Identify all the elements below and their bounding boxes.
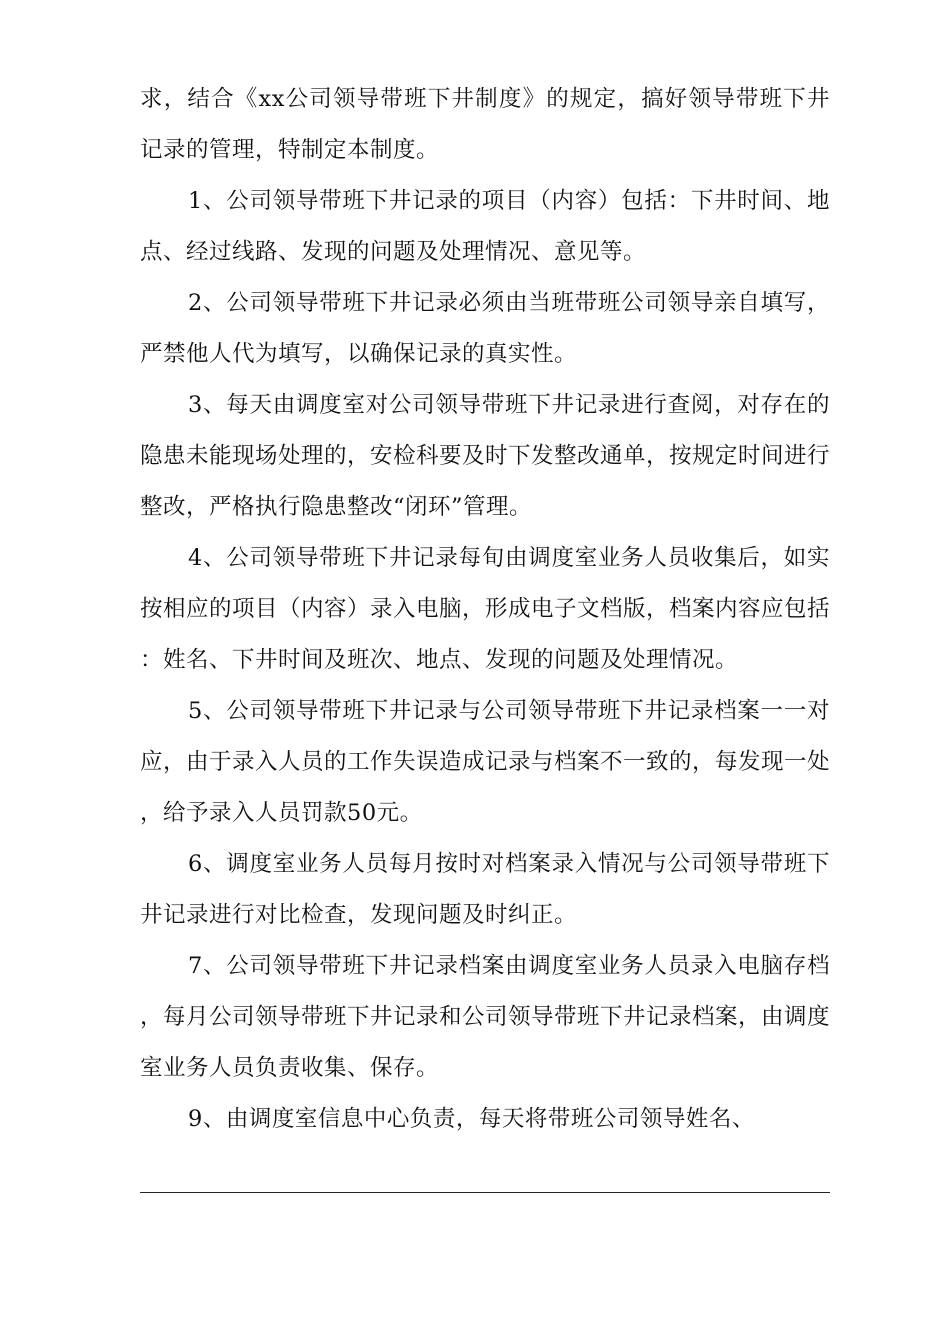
document-body [140, 74, 830, 1145]
paragraph-item-9: 9、由调度室信息中心负责，每天将带班公司领导姓名、 [188, 1106, 755, 1132]
paragraph-item-1: 1、公司领导带班下井记录的项目（内容）包括：下井时间、地点、经过线路、发现的问题及处理情况、意见等。 [140, 188, 830, 265]
footer-divider [140, 1192, 830, 1193]
paragraph-item-3: 3、每天由调度室对公司领导带班下井记录进行查阅，对存在的隐患未能现场处理的，安检科要及时下发整改通单，按规定时间进行整改，严格执行隐患整改“闭环”管理。 [140, 392, 831, 520]
paragraph-item-5: 5、公司领导带班下井记录与公司领导带班下井记录档案一一对应，由于录入人员的工作失误造成记录与档案不一致的，每发现一处，给予录入人员罚款50元。 [140, 698, 831, 826]
paragraph-item-4: 4、公司领导带班下井记录每旬由调度室业务人员收集后，如实按相应的项目（内容）录入电脑，形成电子文档版，档案内容应包括：姓名、下井时间及班次、地点、发现的问题及处理情况。 [140, 545, 831, 673]
paragraph-intro-continuation: 求，结合《xx公司领导带班下井制度》的规定，搞好领导带班下井记录的管理，特制定本制度。 [140, 86, 830, 163]
paragraph-item-7: 7、公司领导带班下井记录档案由调度室业务人员录入电脑存档，每月公司领导带班下井记录和公司领导带班下井记录档案，由调度室业务人员负责收集、保存。 [140, 953, 831, 1081]
paragraph-item-6: 6、调度室业务人员每月按时对档案录入情况与公司领导带班下井记录进行对比检查，发现问题及时纠正。 [140, 851, 830, 928]
paragraph-item-2: 2、公司领导带班下井记录必须由当班带班公司领导亲自填写，严禁他人代为填写，以确保记录的真实性。 [140, 290, 830, 367]
